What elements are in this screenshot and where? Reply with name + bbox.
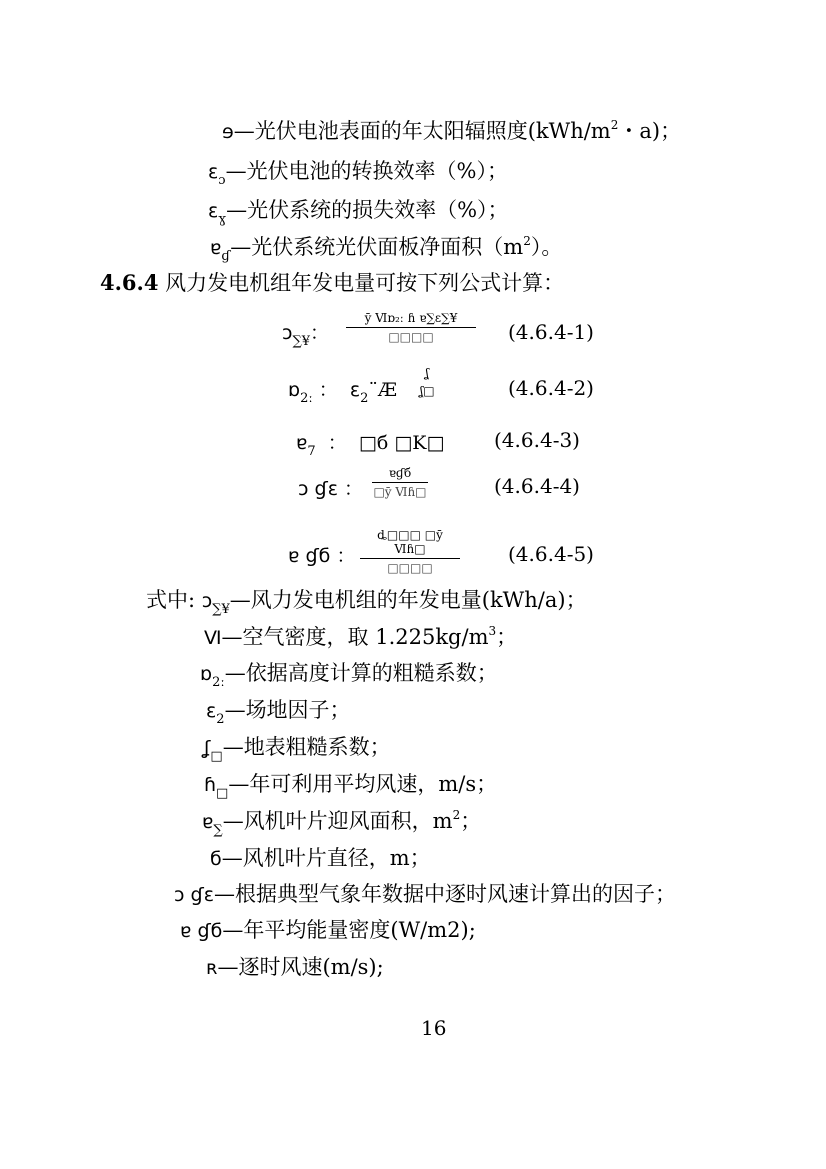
subscript: ɔ [218, 173, 226, 188]
section-title: 风力发电机组年发电量可按下列公式计算： [165, 271, 565, 295]
symbol: ɔ ɠɛ [174, 884, 214, 906]
definition-text: —场地因子； [224, 698, 351, 722]
equation-2 [288, 375, 397, 406]
fraction-denominator: ʆ□ [419, 384, 435, 398]
definition-site-factor [206, 697, 351, 727]
equation-rhs: □б □K□ [358, 432, 445, 454]
symbol: б [210, 848, 222, 870]
equation-op: ： [310, 322, 330, 344]
definition-tail: ・a)； [618, 119, 682, 143]
symbol: ɦ [204, 774, 217, 796]
equation-1-number: (4.6.4-1) [508, 320, 594, 344]
equation-rhs: ε [349, 379, 361, 401]
symbol: ʀ [206, 957, 218, 979]
equation-4 [298, 474, 363, 501]
equation-5-number: (4.6.4-5) [508, 542, 594, 566]
equation-lhs: ɐ ɠб [288, 545, 331, 567]
fraction-denominator: □ȳ Ⅵɦ□ [373, 485, 427, 499]
fraction-numerator: ʆ [425, 366, 429, 380]
definition-text: —逐时风速(m/s); [217, 955, 384, 979]
equation-op: ： [336, 545, 356, 567]
subscript: 2 [216, 712, 225, 727]
definition-text: —风机叶片迎风面积，m [222, 809, 453, 833]
definition-tail: ； [460, 809, 482, 833]
symbol: Ⅵ [204, 627, 222, 649]
equation-op: ： [318, 379, 338, 401]
definition-text: —根据典型气象年数据中逐时风速计算出的因子； [213, 882, 676, 906]
equation-5-fraction [360, 528, 460, 575]
equation-lhs: ɒ [288, 379, 301, 401]
symbol: ɒ [200, 663, 213, 685]
equation-2-fraction [416, 366, 438, 398]
equation-2-number: (4.6.4-2) [508, 376, 594, 400]
definition-air-density [204, 624, 517, 653]
definition-text: —依据高度计算的粗糙系数； [224, 661, 498, 685]
definition-text: —光伏电池的转换效率（%）； [225, 159, 509, 183]
definition-text: —地表粗糙系数； [222, 735, 391, 759]
equation-rhs-sub: 2 [360, 391, 369, 406]
definition-panel-area [210, 234, 562, 264]
definition-tail: ）。 [530, 235, 563, 259]
definition-swept-area [202, 808, 481, 838]
superscript: 3 [488, 624, 497, 638]
where-label: 式中: [146, 588, 196, 612]
symbol: ɐ [202, 811, 214, 833]
equation-lhs-sub: 7 [307, 444, 316, 459]
section-number: 4.6.4 [100, 270, 159, 295]
equation-3 [296, 428, 445, 459]
equation-op: ： [344, 478, 364, 500]
symbol: ɔ [201, 590, 213, 612]
subscript: ∑ [213, 823, 223, 838]
subscript: ɣ [218, 212, 227, 227]
fraction-numerator: ȡ□□□ □ȳ Ⅵɦ□ [360, 528, 460, 559]
definition-hourly-wind-speed [206, 954, 384, 981]
definition-text: —年可利用平均风速，m/s； [228, 772, 498, 796]
definition-text: —空气密度，取 1.225kg/m [221, 625, 489, 649]
equation-rhs-2: ¨Æ [368, 379, 397, 401]
definition-text: —光伏系统光伏面板净面积（m [230, 235, 524, 259]
definition-blade-diameter [210, 845, 431, 872]
equation-op: ： [327, 432, 347, 454]
subscript: □ [216, 786, 229, 801]
symbol: ɐ ɠб [180, 920, 223, 942]
definition-text: —年平均能量密度(W/m2); [222, 918, 476, 942]
subscript: ɠ [221, 249, 231, 264]
equation-5 [288, 541, 355, 568]
definition-energy-density [180, 917, 476, 944]
page-number: 16 [421, 1016, 447, 1040]
fraction-denominator: □□□□ [388, 330, 434, 344]
subscript: 2ː [212, 675, 225, 690]
definition-text: —光伏电池表面的年太阳辐照度(kWh/m [233, 119, 611, 143]
equation-lhs: ɔ ɠɛ [298, 478, 338, 500]
equation-1-fraction [346, 311, 476, 344]
definition-mean-wind-speed [204, 771, 497, 801]
fraction-denominator: □□□□ [387, 561, 433, 575]
fraction-numerator: ɐɠб [372, 466, 428, 483]
subscript: □ [210, 749, 223, 764]
symbol: ε [206, 700, 217, 722]
section-heading [100, 270, 564, 296]
definition-irradiance [222, 118, 681, 147]
equation-lhs: ɔ [282, 322, 293, 344]
equation-4-number: (4.6.4-4) [494, 474, 580, 498]
equation-3-number: (4.6.4-3) [494, 428, 580, 452]
symbol: ε [208, 161, 219, 183]
definition-text: —风机叶片直径，m； [221, 846, 431, 870]
symbol: ɘ [222, 121, 234, 143]
equation-lhs-sub: 2ː [300, 391, 313, 406]
definition-text: —风力发电机组的年发电量(kWh/a)； [229, 588, 587, 612]
superscript: 2 [523, 234, 531, 248]
equation-lhs-sub: ∑¥ [292, 334, 310, 349]
equation-1 [282, 318, 330, 349]
superscript: 2 [610, 118, 619, 132]
equation-4-fraction [372, 466, 428, 499]
definition-loss-efficiency [208, 197, 509, 227]
definition-hourly-factor [174, 881, 676, 908]
superscript: 2 [452, 808, 461, 822]
definition-roughness-height [200, 660, 498, 690]
symbol: ε [208, 200, 219, 222]
definition-tail: ； [496, 625, 518, 649]
symbol: ɐ [210, 237, 222, 259]
definition-surface-roughness [204, 734, 391, 764]
symbol: ʆ [204, 737, 211, 759]
equation-lhs: ɐ [296, 432, 308, 454]
subscript: ∑¥ [212, 602, 230, 617]
definition-conversion-efficiency [208, 158, 508, 188]
fraction-numerator: ȳ Ⅵɒ₂ː ɦ ɐ∑ε∑¥ [346, 311, 476, 328]
definition-text: —光伏系统的损失效率（%）； [226, 198, 509, 222]
definition-annual-output [146, 587, 587, 617]
